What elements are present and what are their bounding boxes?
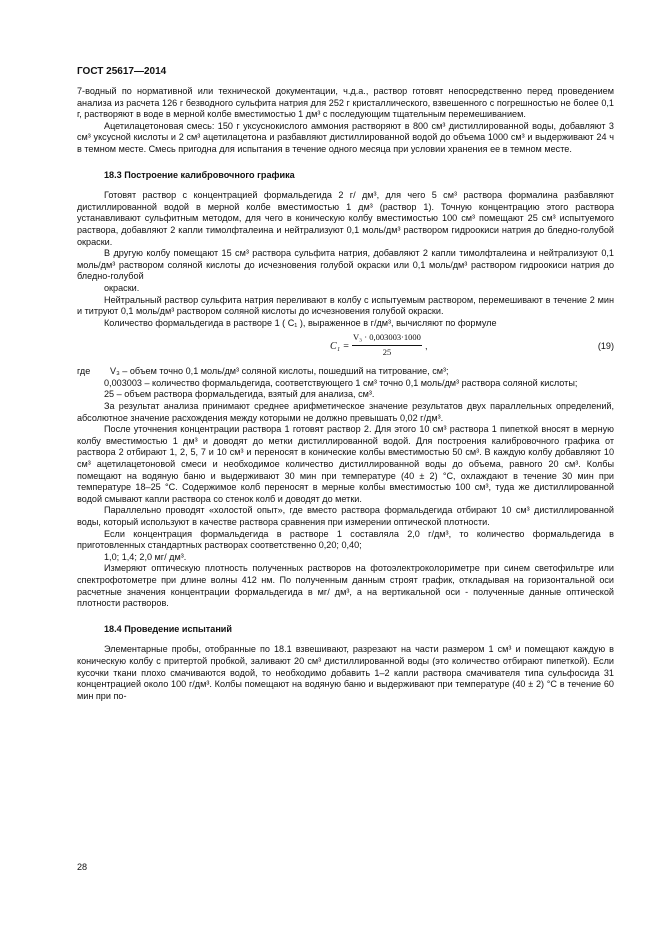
formula-denominator: 25 <box>382 346 392 357</box>
paragraph: Элементарные пробы, отобранные по 18.1 взвешивают, разрезают на части размером 1 см³ и помещают каждую в коническую колбу с притертой пробкой, заливают 20 см³ дистиллированной воды (это количество отбирают пипеткой). Если кусочки ткани плохо смачиваются водой, то необходимо добавить 1–2 капли раствора смачивателя типа сульфосида 31 концентрацией около 100 г/дм³. Колбы помещают на водяную баню и выдерживают при температуре (40 ± 2) °С в течение 60 мин при по- <box>77 644 614 701</box>
formula-19 <box>77 332 614 362</box>
formula-fraction <box>352 332 422 358</box>
document-body <box>77 86 614 702</box>
paragraph: Если концентрация формальдегида в растворе 1 составляла 2,0 г/дм³, то количество формальдегида в приготовленных стандартных растворах соответственно 0,20; 0,40; <box>77 528 614 551</box>
paragraph: Готовят раствор с концентрацией формальдегида 2 г/ дм³, для чего 5 см³ раствора формалина разбавляют дистиллированной водой в мерной колбе вместимостью 1 дм³ (раствор 1). Точную концентрацию этого раствора устанавливают сульфитным методом, для чего в коническую колбу вместимостью 100 см³ помещают 25 см³ испытуемого раствора, добавляют 2 капли тимолфталеина и нейтрализуют 0,1 моль/дм³ раствором гидроокиси натрия до бледно-голубой окраски. <box>77 190 614 247</box>
paragraph: Измеряют оптическую плотность полученных растворов на фотоэлектроколориметре при синем светофильтре или спектрофотометре при длине волны 412 нм. По полученным данным строят график, откладывая на горизонтальной оси расчетные значения концентрации формальдегида в мг/ дм³, а на вертикальной оси - полученные данные оптической плотности растворов. <box>77 563 614 609</box>
where-label: где <box>77 366 91 377</box>
where-item: V₃ – объем точно 0,1 моль/дм³ соляной кислоты, пошедший на титрование, см³; <box>110 366 449 377</box>
formula-lhs: C₁ = <box>330 341 350 353</box>
paragraph: Ацетилацетоновая смесь: 150 г уксуснокислого аммония растворяют в 800 см³ дистиллированной воды, добавляют 3 см³ уксусной кислоты и 2 см³ ацетилацетона и разбавляют дистиллированной водой до объема 1000 см³ и выдерживают 24 ч в темном месте. Смесь пригодна для испытания в течение одного месяца при условии хранения ее в темном месте. <box>77 120 614 154</box>
paragraph: 1,0; 1,4; 2,0 мг/ дм³. <box>104 551 187 562</box>
paragraph: В другую колбу помещают 15 см³ раствора сульфита натрия, добавляют 2 капли тимолфталеина и нейтрализуют 0,1 моль/дм³ раствором соляной кислоты до исчезновения голубой окраски или 0,1 моль/дм³ раствором гидроокиси натрия до бледно-голубой <box>77 248 614 282</box>
paragraph: Количество формальдегида в растворе 1 ( C₁ ), выраженное в г/дм³, вычисляют по формуле <box>104 317 497 328</box>
paragraph: окраски. <box>104 282 140 293</box>
paragraph: После уточнения концентрации раствора 1 готовят раствор 2. Для этого 10 см³ раствора 1 пипеткой вносят в мерную колбу вместимостью 1 дм³ и доводят до метки дистиллированной водой. Для построения калибровочного графика от раствора 2 отбирают 1, 2, 5, 7 и 10 см³ и переносят в конические колбы вместимостью 50 см³. В каждую колбу добавляют 10 см³ ацетилацетоновой смеси и необходимое количество дистиллированной воды до объема, равного 20 см³. Колбы помещают на водяную баню и выдерживают 30 мин при температуре (40 ± 2) °С, охлаждают в течение 30 мин при температуре 18–25 °С. Содержимое колб переносят в мерные колбы вместимостью 100 см³, туда же дистиллированной водой смывают капли раствора со стенок колб и доводят до метки. <box>77 424 614 504</box>
section-heading: 18.4 Проведение испытаний <box>104 623 232 634</box>
where-item: 25 – объем раствора формальдегида, взятый для анализа, см³. <box>104 389 375 400</box>
paragraph: Параллельно проводят «холостой опыт», где вместо раствора формальдегида отбирают 10 см³ дистиллированной воды, который используют в качестве раствора сравнения при измерении оптической плотности. <box>77 505 614 527</box>
section-heading: 18.3 Построение калибровочного графика <box>104 169 295 180</box>
where-item: 0,003003 – количество формальдегида, соответствующего 1 см³ точно 0,1 моль/дм³ раствора соляной кислоты; <box>104 377 578 388</box>
where-block <box>77 366 614 378</box>
document-header: ГОСТ 25617—2014 <box>77 66 167 77</box>
formula-number: (19) <box>597 341 614 352</box>
page-number: 28 <box>77 862 88 872</box>
paragraph: За результат анализа принимают среднее арифметическое значение результатов двух параллельных определений, абсолютное значение расхождения между которыми не должно превышать 0,02 г/дм³. <box>77 401 614 423</box>
paragraph: 7-водный по нормативной или технической документации, ч.д.а., раствор готовят непосредственно перед проведением анализа из расчета 126 г безводного сульфита натрия для 252 г кристаллического, взвешенного с погрешностью не более 0,1 г, растворяют в воде в мерной колбе вместимостью 1 дм³ с последующим тщательным перемешиванием. <box>77 86 614 120</box>
formula-numerator: V₃ · 0,003003·1000 <box>352 332 422 346</box>
paragraph: Нейтральный раствор сульфита натрия переливают в колбу с испытуемым раствором, перемешивают в течение 2 мин и титруют 0,1 моль/дм³ раствором соляной кислоты до исчезновения голубой окраски. <box>77 294 614 317</box>
formula-comma: , <box>425 341 428 352</box>
